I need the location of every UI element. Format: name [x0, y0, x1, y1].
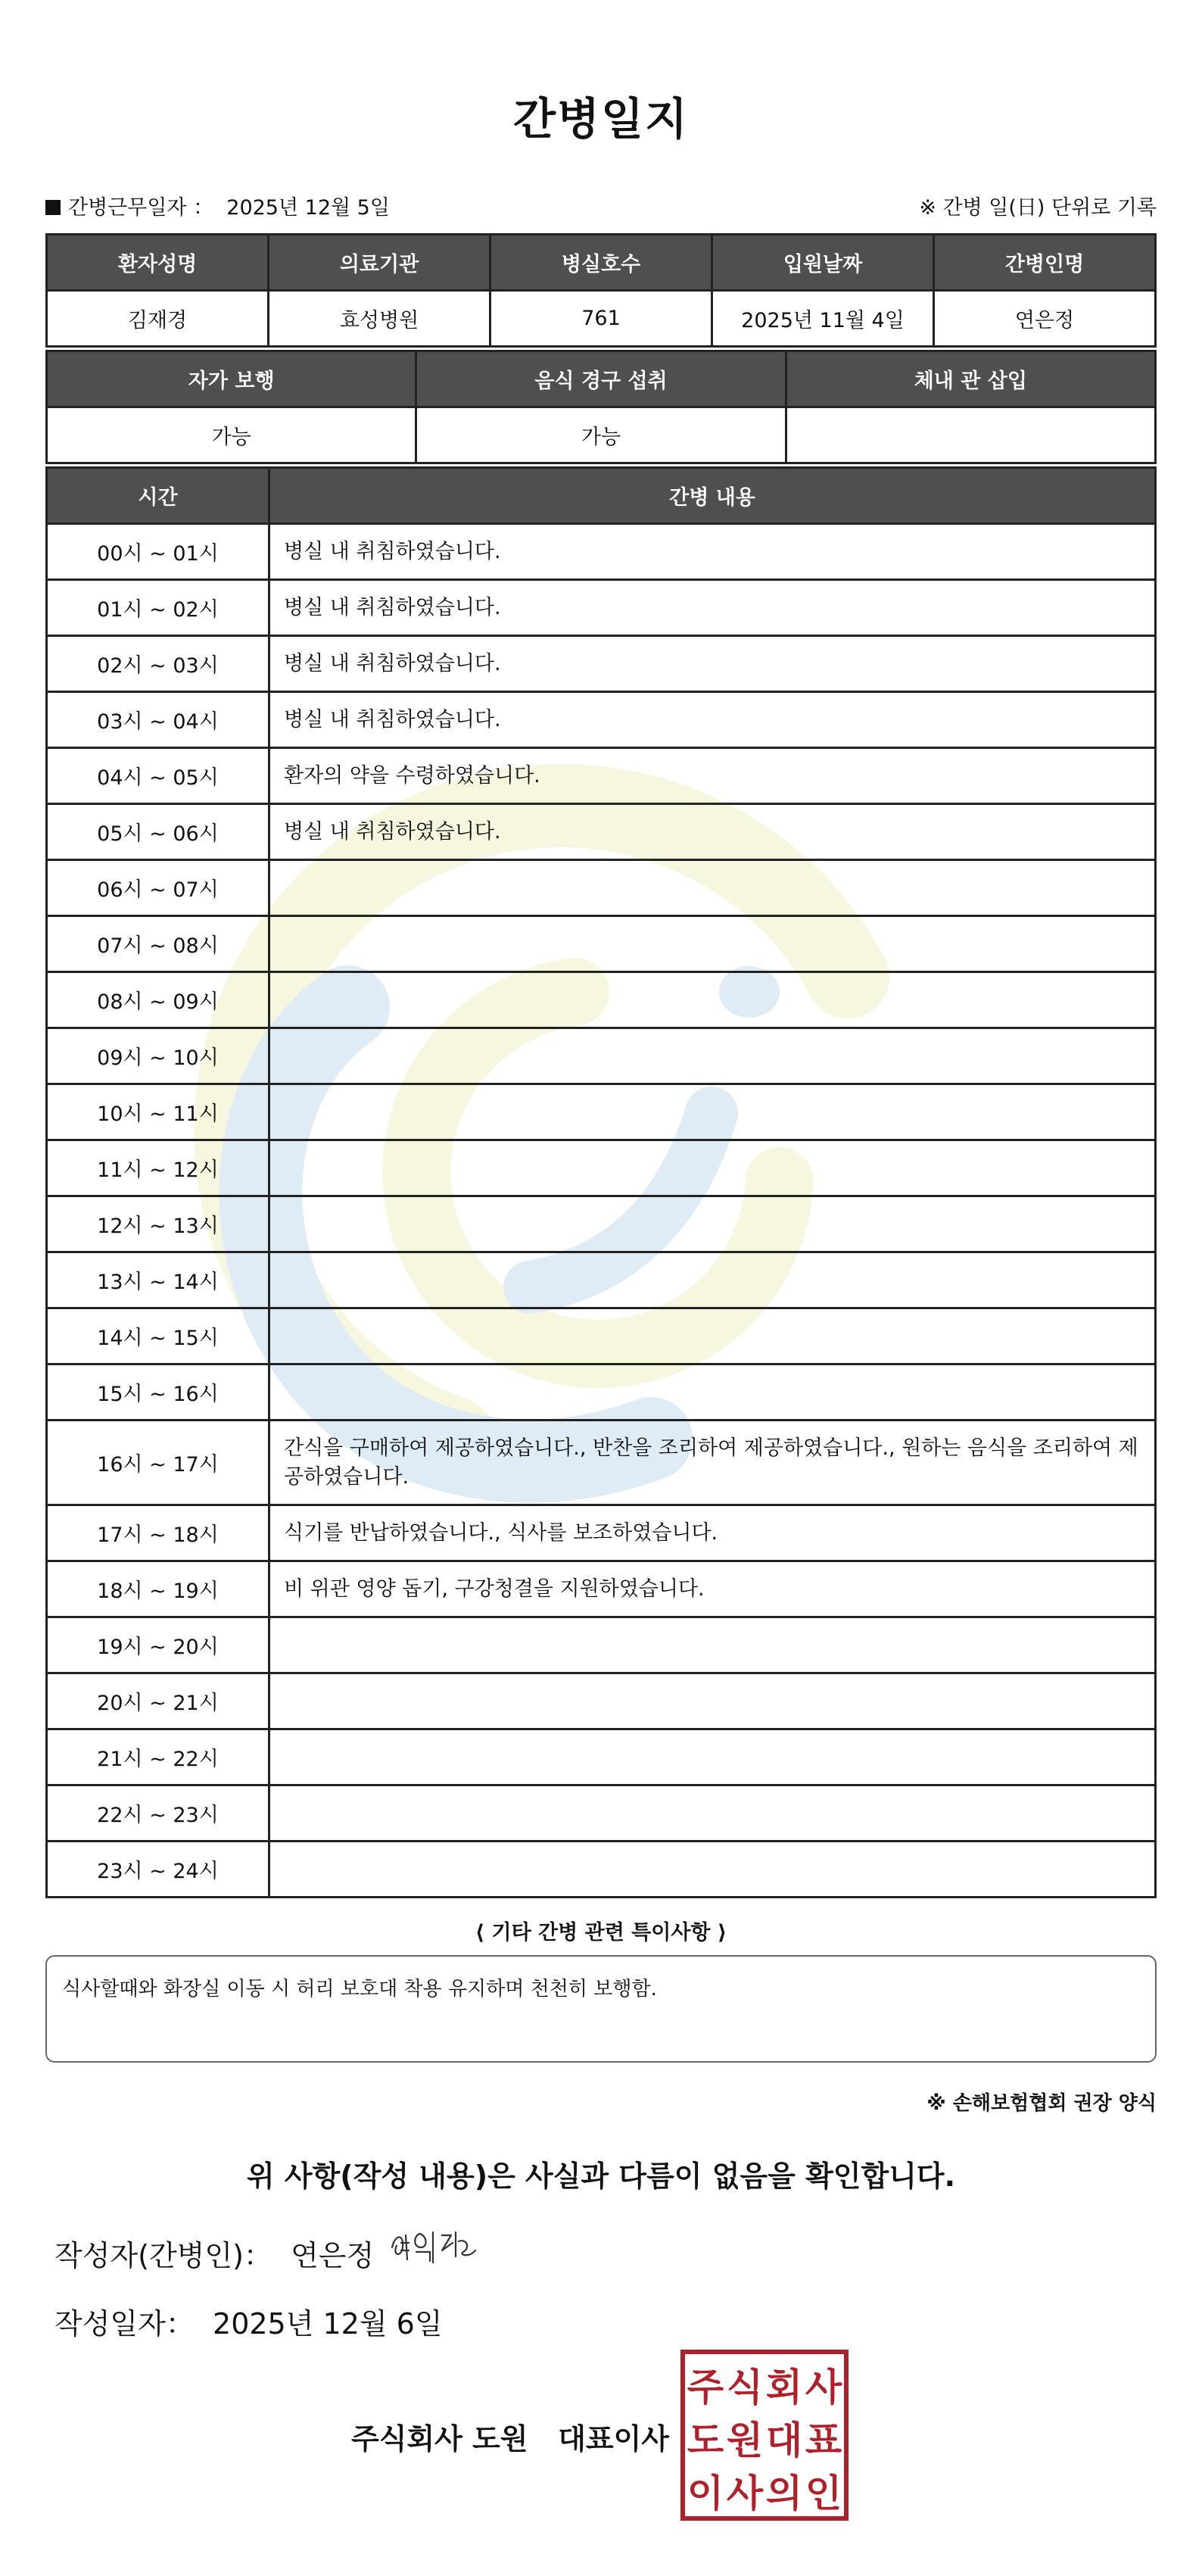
time-slot: 05시 ~ 06시 [47, 804, 269, 860]
hospital-name: 효성병원 [269, 291, 490, 347]
care-content [269, 1028, 1156, 1084]
company-line [351, 2415, 669, 2457]
care-content: 간식을 구매하여 제공하였습니다., 반찬을 조리하여 제공하였습니다., 원하는 음식을 조리하여 제공하였습니다. [269, 1421, 1156, 1505]
writer-line [54, 2232, 374, 2274]
care-content [269, 916, 1156, 972]
time-slot: 00시 ~ 01시 [47, 524, 269, 580]
care-content: 병실 내 취침하였습니다. [269, 804, 1156, 860]
table-row [47, 524, 1156, 580]
table-row [47, 1421, 1156, 1505]
table-row [47, 1673, 1156, 1729]
seal-character: 사 [726, 2472, 764, 2515]
care-content [269, 860, 1156, 916]
table-row [47, 1140, 1156, 1196]
time-slot: 02시 ~ 03시 [47, 636, 269, 692]
confirmation-statement: 위 사항(작성 내용)은 사실과 다름이 없음을 확인합니다. [246, 2160, 956, 2193]
table-row [47, 1084, 1156, 1140]
seal-character: 대 [765, 2419, 803, 2462]
seal-character: 식 [726, 2365, 764, 2409]
table-row [47, 972, 1156, 1028]
care-content: 식기를 반납하였습니다., 식사를 보조하였습니다. [269, 1505, 1156, 1561]
header-time: 시간 [47, 468, 269, 524]
time-slot: 07시 ~ 08시 [47, 916, 269, 972]
care-content [269, 1617, 1156, 1673]
seal-character: 원 [726, 2419, 764, 2462]
care-content: 병실 내 취침하였습니다. [269, 524, 1156, 580]
table-row [47, 860, 1156, 916]
written-date-line [54, 2300, 443, 2342]
care-content [269, 1196, 1156, 1252]
care-content: 환자의 약을 수령하였습니다. [269, 748, 1156, 804]
time-slot: 04시 ~ 05시 [47, 748, 269, 804]
table-row [47, 748, 1156, 804]
care-content [269, 972, 1156, 1028]
recommended-form-note: ※ 손해보험협회 권장 양식 [926, 2092, 1157, 2115]
table-row [47, 1842, 1156, 1898]
table-row [47, 1617, 1156, 1673]
table-row [47, 1308, 1156, 1364]
care-content: 비 위관 영양 돕기, 구강청결을 지원하였습니다. [269, 1561, 1156, 1617]
table-row [47, 916, 1156, 972]
time-slot: 08시 ~ 09시 [47, 972, 269, 1028]
written-date-value: 2025년 12월 6일 [213, 2307, 443, 2341]
header-caregiver-name: 간병인명 [934, 235, 1156, 291]
tube-insertion-value [786, 407, 1155, 463]
written-date-label: 작성일자： [54, 2307, 195, 2341]
care-content: 병실 내 취침하였습니다. [269, 636, 1156, 692]
time-slot: 19시 ~ 20시 [47, 1617, 269, 1673]
company-role: 대표이사 [558, 2422, 670, 2456]
table-row [47, 1729, 1156, 1785]
time-slot: 10시 ~ 11시 [47, 1084, 269, 1140]
work-date-separator: ： [193, 196, 214, 220]
table-row [47, 636, 1156, 692]
time-slot: 18시 ~ 19시 [47, 1561, 269, 1617]
time-slot: 09시 ~ 10시 [47, 1028, 269, 1084]
care-content [269, 1729, 1156, 1785]
table-row [47, 1028, 1156, 1084]
time-slot: 13시 ~ 14시 [47, 1252, 269, 1308]
patient-status-table [45, 350, 1157, 464]
work-date-line [45, 191, 390, 220]
header-admission-date: 입원날짜 [712, 235, 934, 291]
page-title: 간병일지 [512, 93, 690, 145]
seal-character: 이 [687, 2472, 724, 2515]
time-slot: 21시 ~ 22시 [47, 1729, 269, 1785]
care-content [269, 1842, 1156, 1898]
care-content [269, 1673, 1156, 1729]
header-tube-insertion: 체내 관 삽입 [786, 351, 1155, 407]
seal-character: 표 [805, 2419, 842, 2462]
room-number: 761 [490, 291, 712, 347]
writer-name: 연은정 [291, 2239, 375, 2272]
time-slot: 01시 ~ 02시 [47, 580, 269, 636]
notes-title: ⟨ 기타 간병 관련 특이사항 ⟩ [475, 1921, 727, 1944]
header-oral-intake: 음식 경구 섭취 [416, 351, 786, 407]
table-row [47, 692, 1156, 748]
care-content: 병실 내 취침하였습니다. [269, 692, 1156, 748]
table-row [47, 804, 1156, 860]
admission-date: 2025년 11월 4일 [712, 291, 934, 347]
care-content [269, 1140, 1156, 1196]
care-content [269, 1252, 1156, 1308]
work-date-label: 간병근무일자 [68, 196, 187, 220]
patient-name: 김재경 [47, 291, 269, 347]
seal-character: 회 [765, 2365, 803, 2409]
care-content [269, 1308, 1156, 1364]
table-row [47, 1196, 1156, 1252]
header-self-walking: 자가 보행 [47, 351, 416, 407]
table-row [47, 1364, 1156, 1421]
time-slot: 15시 ~ 16시 [47, 1364, 269, 1421]
care-content [269, 1084, 1156, 1140]
company-name: 주식회사 도원 [351, 2422, 528, 2456]
seal-character: 인 [805, 2472, 842, 2515]
work-date-value: 2025년 12월 5일 [226, 196, 390, 220]
care-content [269, 1364, 1156, 1421]
time-slot: 23시 ~ 24시 [47, 1842, 269, 1898]
time-slot: 20시 ~ 21시 [47, 1673, 269, 1729]
record-unit-note: ※ 간병 일(日) 단위로 기록 [919, 196, 1157, 220]
time-slot: 06시 ~ 07시 [47, 860, 269, 916]
time-slot: 16시 ~ 17시 [47, 1421, 269, 1505]
caregiver-name: 연은정 [934, 291, 1156, 347]
care-content: 병실 내 취침하였습니다. [269, 580, 1156, 636]
time-slot: 03시 ~ 04시 [47, 692, 269, 748]
self-walking-value: 가능 [47, 407, 416, 463]
seal-character: 의 [765, 2472, 803, 2515]
time-slot: 11시 ~ 12시 [47, 1140, 269, 1196]
square-bullet-icon [45, 200, 61, 215]
header-patient-name: 환자성명 [47, 235, 269, 291]
seal-character: 도 [687, 2419, 724, 2462]
table-row [47, 580, 1156, 636]
patient-info-table [45, 233, 1157, 348]
table-row [47, 1252, 1156, 1308]
header-care-content: 간병 내용 [269, 468, 1156, 524]
special-notes-box: 식사할때와 화장실 이동 시 허리 보호대 착용 유지하며 천천히 보행함. [45, 1955, 1157, 2063]
table-row [47, 1785, 1156, 1842]
writer-label: 작성자(간병인)： [54, 2239, 272, 2272]
table-row [47, 1561, 1156, 1617]
seal-character: 주 [687, 2365, 724, 2409]
time-slot: 12시 ~ 13시 [47, 1196, 269, 1252]
company-seal-stamp [680, 2349, 849, 2521]
time-slot: 14시 ~ 15시 [47, 1308, 269, 1364]
handwritten-signature [386, 2225, 484, 2270]
time-slot: 22시 ~ 23시 [47, 1785, 269, 1842]
header-hospital: 의료기관 [269, 235, 490, 291]
table-row [47, 1505, 1156, 1561]
oral-intake-value: 가능 [416, 407, 786, 463]
care-log-table [45, 466, 1157, 1898]
time-slot: 17시 ~ 18시 [47, 1505, 269, 1561]
seal-character: 사 [805, 2365, 842, 2409]
header-room-number: 병실호수 [490, 235, 712, 291]
care-content [269, 1785, 1156, 1842]
